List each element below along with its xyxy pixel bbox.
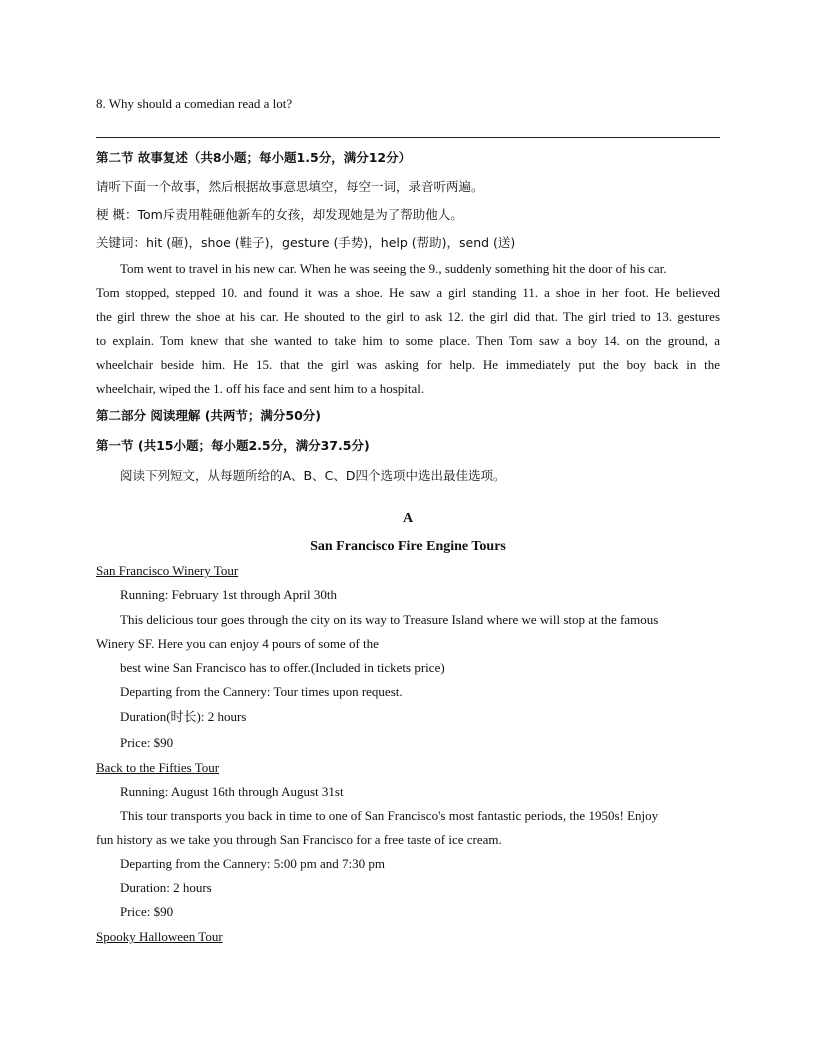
story-line: to explain. Tom knew that she wanted to take him to some place. Then Tom saw a boy 14. on the ground, a <box>96 333 720 348</box>
tour-departing: Departing from the Cannery: Tour times upon request. <box>120 684 403 699</box>
part2-heading: 第二部分 阅读理解 (共两节；满分50分) <box>96 408 322 423</box>
tour-name: San Francisco Winery Tour <box>96 563 239 578</box>
answer-line <box>96 137 720 138</box>
story-line: wheelchair, wiped the 1. off his face and sent him to a hospital. <box>96 381 425 396</box>
story-summary: 梗 概：Tom斥责用鞋砸他新车的女孩，却发现她是为了帮助他人。 <box>96 207 463 222</box>
tour-name: Spooky Halloween Tour <box>96 929 223 944</box>
story-line: wheelchair beside him. He 15. that the girl was asking for help. He immediately put the boy back in the <box>96 357 720 372</box>
tour-price: Price: $90 <box>120 904 174 919</box>
tour-running: Running: August 16th through August 31st <box>120 784 344 799</box>
story-keywords: 关键词：hit (砸)，shoe (鞋子)，gesture (手势)，help (帮助)，send (送) <box>96 235 516 250</box>
tour-duration: Duration: 2 hours <box>120 880 212 895</box>
story-line: Tom stopped, stepped 10. and found it was a shoe. He saw a girl standing 11. a shoe in her foot. He believed <box>96 285 720 300</box>
question-8: 8. Why should a comedian read a lot? <box>96 96 293 111</box>
tour-description: fun history as we take you through San Francisco for a free taste of ice cream. <box>96 832 502 847</box>
story-line: Tom went to travel in his new car. When he was seeing the 9., suddenly something hit the door of his car. <box>120 261 667 276</box>
tour-running: Running: February 1st through April 30th <box>120 587 338 602</box>
tour-description: best wine San Francisco has to offer.(Included in tickets price) <box>120 660 445 675</box>
passage-title: San Francisco Fire Engine Tours <box>310 539 506 554</box>
tour-departing: Departing from the Cannery: 5:00 pm and 7:30 pm <box>120 856 386 871</box>
story-line: the girl threw the shoe at his car. He shouted to the girl to ask 12. the girl did that. The girl tried to 13. gestures <box>96 309 720 324</box>
part2-section1-heading: 第一节 (共15小题；每小题2.5分，满分37.5分) <box>96 438 370 453</box>
tour-name: Back to the Fifties Tour <box>96 760 220 775</box>
passage-letter: A <box>402 511 414 526</box>
tour-description: This delicious tour goes through the city on its way to Treasure Island where we will stop at the famous <box>120 612 659 627</box>
section2-heading: 第二节 故事复述（共8小题；每小题1.5分，满分12分） <box>96 150 412 165</box>
section2-instruction: 请听下面一个故事，然后根据故事意思填空，每空一词，录音听两遍。 <box>96 179 484 194</box>
tour-description: Winery SF. Here you can enjoy 4 pours of some of the <box>96 636 379 651</box>
part2-instruction: 阅读下列短文，从每题所给的A、B、C、D四个选项中选出最佳选项。 <box>120 468 506 483</box>
tour-duration: Duration(时长): 2 hours <box>120 709 247 724</box>
tour-description: This tour transports you back in time to one of San Francisco's most fantastic periods, the 1950s! Enjoy <box>120 808 659 823</box>
tour-price: Price: $90 <box>120 735 174 750</box>
